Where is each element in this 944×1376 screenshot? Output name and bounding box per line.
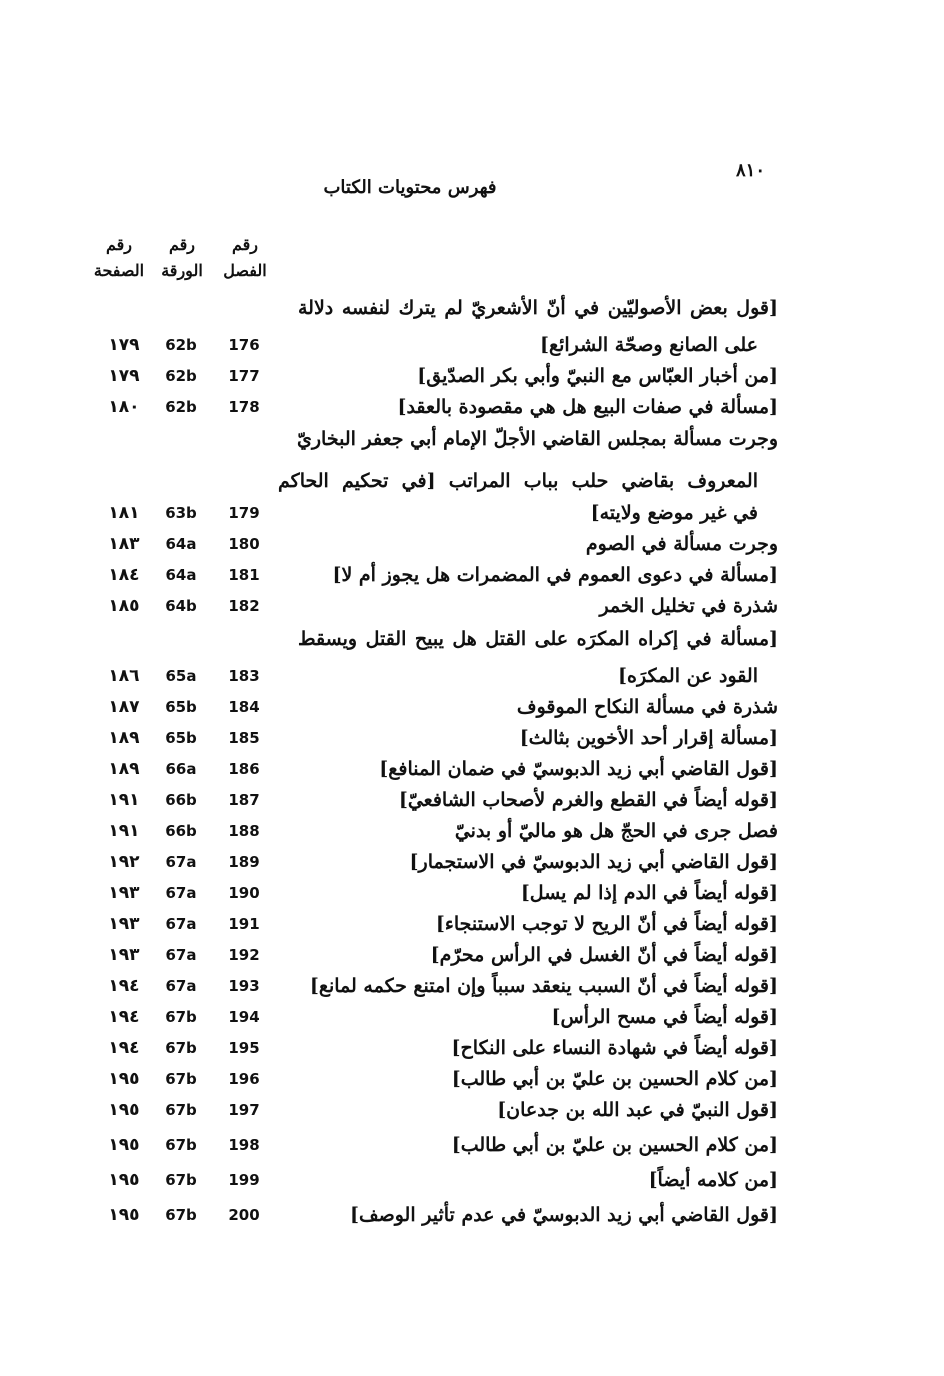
entry-title: [مسألة في دعوى العموم في المضمرات هل يجوز أم لا]: [332, 564, 778, 586]
entry-page-number: ١٩٥: [108, 1135, 140, 1155]
entry-folio-number: 67b: [165, 1171, 197, 1189]
entry-page-number: ١٧٩: [108, 335, 140, 355]
entry-page-number: ١٨٥: [108, 596, 140, 616]
contents-entry: [0, 1095, 944, 1126]
entry-folio-number: 62b: [165, 336, 197, 354]
entry-title: [قول القاضي أبي زيد الدبوسيّ في عدم تأثير الوصف]: [349, 1204, 778, 1226]
entry-title: وجرت مسألة في الصوم: [585, 533, 778, 555]
page-title: فهرس محتويات الكتاب: [323, 177, 497, 198]
column-header-page-line2: الصفحة: [93, 261, 145, 280]
contents-entry: [0, 661, 944, 692]
entry-page-number: ١٩١: [108, 821, 140, 841]
column-header-page-line1: رقم: [105, 235, 133, 254]
entry-title: [قول القاضي أبي زيد الدبوسيّ في ضمان المنافع]: [379, 758, 778, 780]
contents-entry: [0, 1033, 944, 1064]
contents-entry: [0, 1064, 944, 1095]
entry-title: [قول النبيّ في عبد الله بن جدعان]: [497, 1099, 778, 1121]
entry-title: [قوله أيضاً في أنّ الغسل في الرأس محرّم]: [430, 944, 778, 966]
contents-entry: [0, 878, 944, 909]
entry-page-number: ١٩٥: [108, 1100, 140, 1120]
entry-chapter-number: 176: [228, 336, 260, 354]
entry-title: [قول بعض الأصوليّين في أنّ الأشعريّ لم يترك لنفسه دلالة: [298, 297, 778, 319]
entry-folio-number: 67a: [165, 915, 197, 933]
entry-folio-number: 65b: [165, 698, 197, 716]
contents-entry: [0, 330, 944, 361]
contents-entry: [0, 293, 944, 324]
entry-title: القود عن المكرَه]: [618, 665, 758, 687]
contents-entry: [0, 754, 944, 785]
entry-chapter-number: 182: [228, 597, 260, 615]
entry-chapter-number: 186: [228, 760, 260, 778]
entry-title: [قوله أيضاً في شهادة النساء على النكاح]: [451, 1037, 778, 1059]
entry-chapter-number: 197: [228, 1101, 260, 1119]
entry-chapter-number: 194: [228, 1008, 260, 1026]
contents-entry: [0, 785, 944, 816]
contents-entry: [0, 591, 944, 622]
entry-chapter-number: 180: [228, 535, 260, 553]
entry-title: [قوله أيضاً في أنّ الريح لا توجب الاستنجاء]: [435, 913, 778, 935]
contents-entry: [0, 424, 944, 455]
contents-entry: [0, 847, 944, 878]
column-header-chapter: [220, 232, 270, 284]
entry-chapter-number: 189: [228, 853, 260, 871]
entry-title: [مسألة إقرار أحد الأخوين بثالث]: [519, 727, 778, 749]
entry-page-number: ١٩٥: [108, 1205, 140, 1225]
entry-title: [من أخبار العبّاس مع النبيّ وأبي بكر الصدّيق]: [417, 365, 778, 387]
entry-chapter-number: 190: [228, 884, 260, 902]
entry-page-number: ١٨٤: [108, 565, 140, 585]
contents-entry: [0, 1200, 944, 1231]
entry-title: [قوله أيضاً في القطع والغرم لأصحاب الشافعيّ]: [398, 789, 778, 811]
entry-chapter-number: 195: [228, 1039, 260, 1057]
entry-title: شذرة في تخليل الخمر: [599, 595, 778, 617]
entry-title: على الصانع وصحّة الشرائع]: [540, 334, 758, 356]
entry-title: [من كلام الحسين بن عليّ بن أبي طالب]: [451, 1068, 778, 1090]
entry-chapter-number: 179: [228, 504, 260, 522]
entry-title: [قوله أيضاً في مسح الرأس]: [551, 1006, 778, 1028]
entry-title: [مسألة في إكراه المكرَه على القتل هل يبيح القتل ويسقط: [298, 628, 778, 650]
column-header-folio-line1: رقم: [168, 235, 196, 254]
column-header-folio: [155, 232, 209, 284]
entry-chapter-number: 193: [228, 977, 260, 995]
contents-entry: [0, 692, 944, 723]
entry-page-number: ١٩٣: [108, 883, 140, 903]
entry-folio-number: 62b: [165, 398, 197, 416]
entry-folio-number: 66b: [165, 791, 197, 809]
entry-chapter-number: 185: [228, 729, 260, 747]
entry-page-number: ١٩٣: [108, 914, 140, 934]
contents-entry: [0, 361, 944, 392]
entry-page-number: ١٩٥: [108, 1170, 140, 1190]
entry-page-number: ١٩٤: [108, 1007, 140, 1027]
entry-page-number: ١٩٣: [108, 945, 140, 965]
contents-entry: [0, 1165, 944, 1196]
entry-title: [من كلامه أيضاً]: [648, 1169, 778, 1191]
entry-folio-number: 67a: [165, 853, 197, 871]
entry-page-number: ١٩٤: [108, 1038, 140, 1058]
entry-page-number: ١٨١: [108, 503, 140, 523]
contents-entry: [0, 466, 944, 497]
entry-folio-number: 67b: [165, 1206, 197, 1224]
entry-title: فصل جرى في الحجّ هل هو ماليّ أو بدنيّ: [454, 820, 778, 842]
entry-folio-number: 67a: [165, 977, 197, 995]
entry-chapter-number: 196: [228, 1070, 260, 1088]
entry-page-number: ١٩٥: [108, 1069, 140, 1089]
entry-folio-number: 67a: [165, 884, 197, 902]
entry-folio-number: 62b: [165, 367, 197, 385]
entry-folio-number: 63b: [165, 504, 197, 522]
entry-page-number: ١٨٣: [108, 534, 140, 554]
entry-folio-number: 64a: [165, 566, 197, 584]
entry-folio-number: 67b: [165, 1008, 197, 1026]
contents-entry: [0, 392, 944, 423]
entry-title: شذرة في مسألة النكاح الموقوف: [516, 696, 778, 718]
contents-entry: [0, 624, 944, 655]
contents-entry: [0, 529, 944, 560]
entry-chapter-number: 198: [228, 1136, 260, 1154]
entry-folio-number: 65a: [165, 667, 197, 685]
entry-chapter-number: 181: [228, 566, 260, 584]
contents-entry: [0, 1002, 944, 1033]
contents-entry: [0, 560, 944, 591]
entry-folio-number: 67b: [165, 1101, 197, 1119]
page-number: ٨١٠: [736, 160, 766, 181]
entry-title: [مسألة في صفات البيع هل هي مقصودة بالعقد]: [397, 396, 778, 418]
column-header-page: [86, 232, 152, 284]
entry-chapter-number: 199: [228, 1171, 260, 1189]
entry-title: [قوله أيضاً في الدم إذا لم يسل]: [520, 882, 778, 904]
entry-folio-number: 64b: [165, 597, 197, 615]
column-header-chapter-line1: رقم: [231, 235, 259, 254]
contents-entry: [0, 909, 944, 940]
entry-chapter-number: 188: [228, 822, 260, 840]
contents-entry: [0, 971, 944, 1002]
entry-chapter-number: 187: [228, 791, 260, 809]
contents-entry: [0, 1130, 944, 1161]
entry-title: في غير موضع ولايته]: [590, 502, 758, 524]
entry-page-number: ١٩١: [108, 790, 140, 810]
entry-page-number: ١٨٩: [108, 728, 140, 748]
contents-entry: [0, 816, 944, 847]
entry-chapter-number: 192: [228, 946, 260, 964]
entry-chapter-number: 183: [228, 667, 260, 685]
entry-page-number: ١٨٩: [108, 759, 140, 779]
column-header-folio-line2: الورقة: [161, 261, 203, 280]
entry-title: [قول القاضي أبي زيد الدبوسيّ في الاستجمار]: [409, 851, 778, 873]
entry-page-number: ١٩٤: [108, 976, 140, 996]
entry-folio-number: 67a: [165, 946, 197, 964]
entry-folio-number: 67b: [165, 1070, 197, 1088]
entry-page-number: ١٨٧: [108, 697, 140, 717]
entry-page-number: ١٨٠: [108, 397, 140, 417]
entry-folio-number: 65b: [165, 729, 197, 747]
entry-folio-number: 67b: [165, 1136, 197, 1154]
entry-chapter-number: 191: [228, 915, 260, 933]
entry-title: المعروف بقاضي حلب بباب المراتب [في تحكيم الحاكم: [278, 470, 758, 492]
contents-entry: [0, 498, 944, 529]
entry-folio-number: 66b: [165, 822, 197, 840]
entry-chapter-number: 184: [228, 698, 260, 716]
entry-title: وجرت مسألة بمجلس القاضي الأجلّ الإمام أبي جعفر البخاريّ: [297, 428, 778, 450]
contents-entry: [0, 723, 944, 754]
entry-chapter-number: 200: [228, 1206, 260, 1224]
contents-entry: [0, 940, 944, 971]
column-header-chapter-line2: الفصل: [223, 261, 267, 280]
entry-page-number: ١٧٩: [108, 366, 140, 386]
entry-chapter-number: 177: [228, 367, 260, 385]
entry-title: [من كلام الحسين بن عليّ بن أبي طالب]: [451, 1134, 778, 1156]
entry-chapter-number: 178: [228, 398, 260, 416]
entry-folio-number: 67b: [165, 1039, 197, 1057]
entry-page-number: ١٩٢: [108, 852, 140, 872]
entry-title: [قوله أيضاً في أنّ السبب ينعقد سبباً وإن امتنع حكمه لمانع]: [309, 975, 778, 997]
entry-folio-number: 64a: [165, 535, 197, 553]
entry-page-number: ١٨٦: [108, 666, 140, 686]
entry-folio-number: 66a: [165, 760, 197, 778]
